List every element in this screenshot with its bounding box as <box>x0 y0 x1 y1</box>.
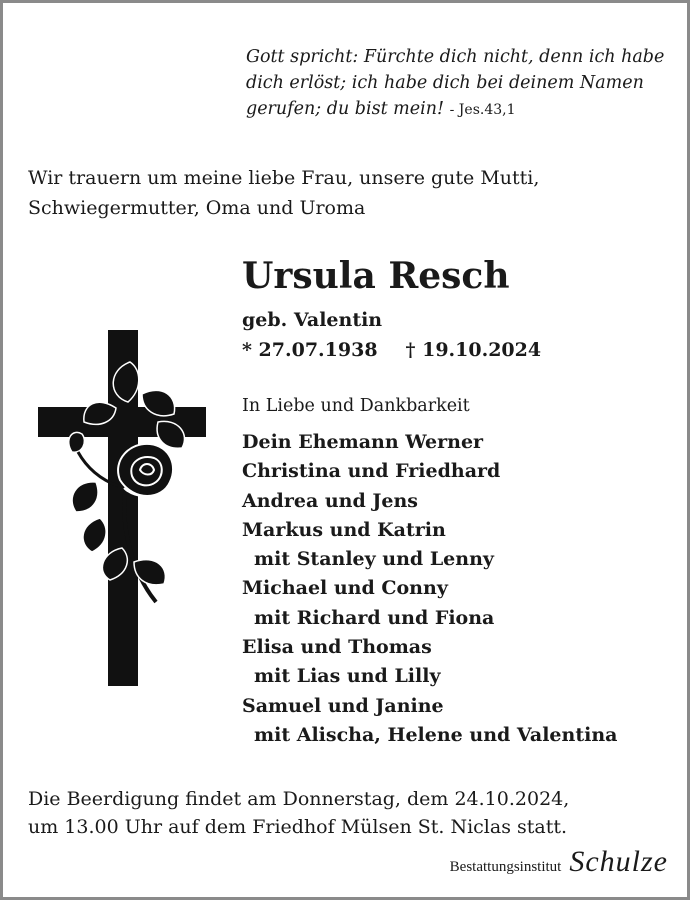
cross-with-rose-icon <box>38 330 208 690</box>
funeral-line: um 13.00 Uhr auf dem Friedhof Mülsen St. Niclas statt. <box>28 816 568 838</box>
birth-name: geb. Valentin <box>242 309 383 331</box>
intro-line: Schwiegermutter, Oma und Uroma <box>28 197 366 219</box>
mourner-line: mit Alischa, Helene und Valentina <box>254 723 618 746</box>
verse-line: dich erlöst; ich habe dich bei deinem Namen <box>246 73 644 93</box>
closing-phrase: In Liebe und Dankbarkeit <box>242 396 470 416</box>
mourner-line: Markus und Katrin <box>242 518 446 541</box>
intro-text <box>28 163 648 223</box>
mourners-list <box>242 428 617 750</box>
death-date: † 19.10.2024 <box>405 339 542 361</box>
life-dates <box>242 336 541 364</box>
mourner-line: Dein Ehemann Werner <box>242 431 484 453</box>
undertaker-credit <box>450 845 668 879</box>
mourner-line: mit Stanley und Lenny <box>254 548 494 571</box>
funeral-line: Die Beerdigung findet am Donnerstag, dem 24.10.2024, <box>28 788 570 810</box>
verse-line <box>246 96 666 123</box>
mourner-line: Andrea und Jens <box>242 489 418 512</box>
mourner-line: Michael und Conny <box>242 577 448 600</box>
mourner-line: Christina und Friedhard <box>242 460 501 483</box>
undertaker-logo: Schulze <box>569 845 668 878</box>
verse-reference: - Jes.43,1 <box>449 102 516 118</box>
verse-line: Gott spricht: Fürchte dich nicht, denn ich habe <box>246 47 665 67</box>
bible-verse <box>246 44 666 123</box>
mourner-line: mit Richard und Fiona <box>254 606 495 629</box>
mourner-line: Elisa und Thomas <box>242 636 432 659</box>
mourner-line: Samuel und Janine <box>242 694 444 717</box>
verse-line-text: gerufen; du bist mein! <box>246 99 445 119</box>
undertaker-label: Bestattungsinstitut <box>449 859 562 875</box>
intro-line: Wir trauern um meine liebe Frau, unsere gute Mutti, <box>28 167 540 189</box>
funeral-details <box>28 785 648 841</box>
birth-date: * 27.07.1938 <box>242 339 378 361</box>
mourner-line: mit Lias und Lilly <box>254 665 441 688</box>
deceased-name: Ursula Resch <box>242 255 510 297</box>
